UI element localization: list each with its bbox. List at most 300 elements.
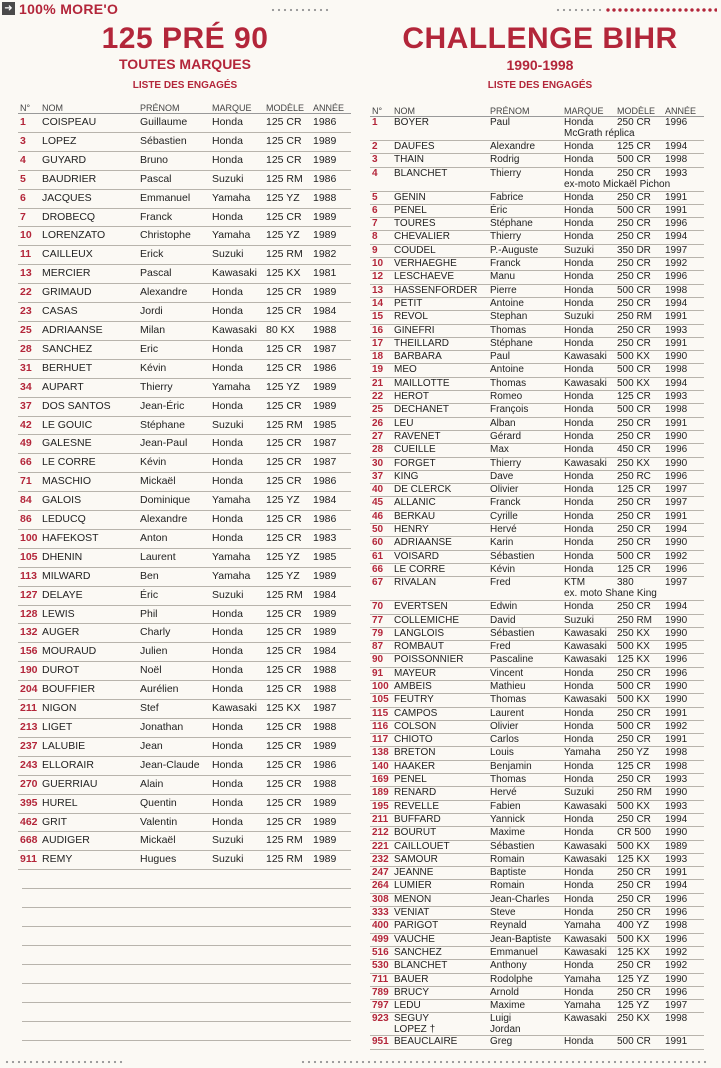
- entry-number: 243: [18, 756, 40, 775]
- entry-number: 911: [18, 851, 40, 870]
- last-name: DAUFES: [392, 141, 488, 154]
- last-name: ELLORAIR: [40, 756, 138, 775]
- brand: Honda: [210, 605, 264, 624]
- model: 380: [615, 577, 663, 601]
- year: 1981: [311, 265, 351, 284]
- brand: Kawasaki: [562, 933, 615, 946]
- entry-number: 31: [18, 359, 40, 378]
- entry-number: 3: [370, 154, 392, 167]
- table-row: [370, 760, 704, 773]
- entry-number: 499: [370, 933, 392, 946]
- brand: Honda: [210, 643, 264, 662]
- year: 1994: [663, 377, 704, 390]
- table-row: [370, 284, 704, 297]
- entry-number: 91: [370, 667, 392, 680]
- year: 1996: [663, 667, 704, 680]
- first-name: Eric: [138, 340, 210, 359]
- table-row: [370, 563, 704, 576]
- last-name: MAILLOTTE: [392, 377, 488, 390]
- model: 250 CR: [615, 258, 663, 271]
- table-row: [370, 800, 704, 813]
- first-name: Pierre: [488, 284, 562, 297]
- first-name: Stéphane: [138, 416, 210, 435]
- year: 1989: [311, 624, 351, 643]
- last-name: GUERRIAU: [40, 775, 138, 794]
- entry-number: 516: [370, 946, 392, 959]
- first-name: Romeo: [488, 391, 562, 404]
- brand: Honda: [562, 204, 615, 217]
- model: 125 YZ: [615, 1000, 663, 1013]
- table-row: [370, 167, 704, 191]
- model: 250 CR: [615, 117, 663, 141]
- empty-line: [22, 1021, 351, 1022]
- last-name: MERCIER: [40, 265, 138, 284]
- year: 1989: [311, 378, 351, 397]
- table-row: [370, 601, 704, 614]
- entry-number: 105: [370, 694, 392, 707]
- first-name: Laurent: [488, 707, 562, 720]
- model: 125 CR: [264, 132, 311, 151]
- last-name: AMBEIS: [392, 680, 488, 693]
- year: 1986: [311, 473, 351, 492]
- column-header: MODÈLE: [615, 106, 663, 117]
- brand: Honda ex-moto Mickaël Pichon: [564, 167, 671, 190]
- table-row: [370, 680, 704, 693]
- last-name: LEDU: [392, 1000, 488, 1013]
- first-name: Milan: [138, 321, 210, 340]
- year: 1987: [311, 340, 351, 359]
- entry-number: 116: [370, 720, 392, 733]
- last-name: CUEILLE: [392, 444, 488, 457]
- year: 1990: [663, 787, 704, 800]
- year: 1990: [663, 430, 704, 443]
- brand: Honda: [210, 662, 264, 681]
- model: 250 CR: [615, 986, 663, 999]
- year: 1987: [311, 454, 351, 473]
- entry-number: 211: [18, 700, 40, 719]
- first-name: Fred: [488, 577, 562, 601]
- year: 1996: [663, 117, 704, 141]
- column-header: MODÈLE: [264, 103, 311, 114]
- last-name: ALLANIC: [392, 497, 488, 510]
- entry-number: 22: [370, 391, 392, 404]
- year: 1987: [311, 700, 351, 719]
- brand: Honda: [210, 775, 264, 794]
- brand: Honda: [562, 324, 615, 337]
- last-name: SANCHEZ: [40, 340, 138, 359]
- last-name: BOYER: [392, 117, 488, 141]
- table-row: [370, 364, 704, 377]
- entry-number: 1: [370, 117, 392, 141]
- first-name: Thierry: [488, 231, 562, 244]
- brand: Honda: [562, 391, 615, 404]
- model: 250 KX: [615, 1013, 663, 1036]
- last-name: EVERTSEN: [392, 601, 488, 614]
- entry-number: 70: [370, 601, 392, 614]
- column-header: PRÉNOM: [138, 103, 210, 114]
- last-name: CHIOTO: [392, 734, 488, 747]
- brand: Honda: [562, 191, 615, 204]
- last-name: HENRY: [392, 524, 488, 537]
- table-row: [18, 586, 351, 605]
- model: 125 CR: [264, 359, 311, 378]
- entry-number: 270: [18, 775, 40, 794]
- brand: Honda: [210, 756, 264, 775]
- last-name: LALUBIE: [40, 737, 138, 756]
- last-name: BRETON: [392, 747, 488, 760]
- first-name: Jean-Paul: [138, 435, 210, 454]
- model: 125 KX: [264, 265, 311, 284]
- table-row: [18, 511, 351, 530]
- year: 1987: [311, 435, 351, 454]
- model: 250 CR: [615, 707, 663, 720]
- first-name: Greg: [488, 1036, 562, 1049]
- year: 1998: [663, 1013, 704, 1036]
- last-name: HASSENFORDER: [392, 284, 488, 297]
- left-title: 125 PRÉ 90: [101, 22, 269, 55]
- first-name: Max: [488, 444, 562, 457]
- brand: Honda: [562, 960, 615, 973]
- year: 1986: [311, 359, 351, 378]
- brand: Yamaha: [562, 747, 615, 760]
- first-name: Thierry: [488, 457, 562, 470]
- entry-number: 2: [370, 141, 392, 154]
- brand: Honda: [562, 707, 615, 720]
- last-name: MENON: [392, 893, 488, 906]
- column-header: MARQUE: [210, 103, 264, 114]
- model: 250 CR: [615, 734, 663, 747]
- year: 1991: [663, 867, 704, 880]
- year: 1997: [663, 244, 704, 257]
- year: 1990: [663, 614, 704, 627]
- year: 1993: [663, 774, 704, 787]
- dot-divider: [300, 1060, 710, 1064]
- first-name: Éric: [138, 586, 210, 605]
- brand: Suzuki: [210, 586, 264, 605]
- year: 1988: [311, 775, 351, 794]
- table-row: [18, 624, 351, 643]
- last-name: LE GOUIC: [40, 416, 138, 435]
- right-subtitle: 1990-1998: [506, 57, 574, 73]
- model: 125 CR: [264, 435, 311, 454]
- table-row: [18, 473, 351, 492]
- year: 1989: [311, 794, 351, 813]
- first-name: Christophe: [138, 227, 210, 246]
- table-row: [370, 1036, 704, 1049]
- model: 125 CR: [264, 529, 311, 548]
- year: 1982: [311, 246, 351, 265]
- table-row: [370, 457, 704, 470]
- brand: Suzuki: [562, 311, 615, 324]
- first-name: Pascal: [138, 170, 210, 189]
- model: 125 CR: [615, 484, 663, 497]
- model: 125 CR: [264, 681, 311, 700]
- table-row: [370, 1013, 704, 1036]
- first-name: Thierry: [488, 167, 562, 191]
- last-name: PARIGOT: [392, 920, 488, 933]
- model: 250 CR: [615, 601, 663, 614]
- note: McGrath réplica: [564, 128, 635, 139]
- first-name: Valentin: [138, 813, 210, 832]
- entry-number: 90: [370, 654, 392, 667]
- year: 1996: [663, 907, 704, 920]
- column-header: NOM: [40, 103, 138, 114]
- year: 1990: [663, 351, 704, 364]
- section-label: 100% MORE'O: [19, 1, 119, 17]
- first-name: David: [488, 614, 562, 627]
- bottom-bar: [0, 1054, 721, 1068]
- brand: Honda: [562, 680, 615, 693]
- last-name: HEROT: [392, 391, 488, 404]
- table-row: [370, 577, 704, 601]
- model: 125 RM: [264, 832, 311, 851]
- empty-line: [22, 1040, 351, 1041]
- first-name: Carlos: [488, 734, 562, 747]
- last-name: LANGLOIS: [392, 627, 488, 640]
- empty-line: [22, 926, 351, 927]
- first-name: Vincent: [488, 667, 562, 680]
- table-row: [18, 265, 351, 284]
- year: 1996: [663, 271, 704, 284]
- brand: Honda: [562, 550, 615, 563]
- last-name: LORENZATO: [40, 227, 138, 246]
- last-name: LIGET: [40, 719, 138, 738]
- brand: Yamaha: [562, 973, 615, 986]
- first-name: Manu: [488, 271, 562, 284]
- table-row: [18, 605, 351, 624]
- brand: Kawasaki: [210, 700, 264, 719]
- model: 125 CR: [264, 397, 311, 416]
- first-name: François: [488, 404, 562, 417]
- entry-number: 100: [370, 680, 392, 693]
- entry-number: 37: [370, 470, 392, 483]
- table-header-row: [18, 103, 351, 114]
- first-name: Hugues: [138, 851, 210, 870]
- last-name: THEILLARD: [392, 337, 488, 350]
- first-name: Gérard: [488, 430, 562, 443]
- brand: Honda: [210, 303, 264, 322]
- first-name: Rodrig: [488, 154, 562, 167]
- first-name: Ben: [138, 567, 210, 586]
- table-row: [18, 756, 351, 775]
- last-name: DROBECQ: [40, 208, 138, 227]
- entry-number: 45: [370, 497, 392, 510]
- entry-number: 400: [370, 920, 392, 933]
- brand: Honda: [210, 737, 264, 756]
- model: 250 CR: [615, 537, 663, 550]
- year: 1995: [663, 641, 704, 654]
- entry-number: 4: [18, 151, 40, 170]
- table-row: [370, 747, 704, 760]
- year: 1990: [663, 827, 704, 840]
- first-name: Stef: [138, 700, 210, 719]
- last-name: MASCHIO: [40, 473, 138, 492]
- model: 125 CR: [264, 643, 311, 662]
- table-row: [370, 986, 704, 999]
- last-name: GINEFRI: [392, 324, 488, 337]
- model: 250 RM: [615, 311, 663, 324]
- year: 1996: [663, 933, 704, 946]
- table-row: [370, 813, 704, 826]
- first-name: Fabrice: [488, 191, 562, 204]
- year: 1988: [311, 719, 351, 738]
- last-name: REVELLE: [392, 800, 488, 813]
- table-row: [18, 284, 351, 303]
- first-name: Olivier: [488, 720, 562, 733]
- model: 250 KX: [615, 627, 663, 640]
- brand: Kawasaki: [210, 321, 264, 340]
- last-name: HAFEKOST: [40, 529, 138, 548]
- model: 125 YZ: [264, 492, 311, 511]
- entry-number: 213: [18, 719, 40, 738]
- last-name: JACQUES: [40, 189, 138, 208]
- last-name: BUFFARD: [392, 813, 488, 826]
- last-name: COLLEMICHE: [392, 614, 488, 627]
- year: 1994: [663, 141, 704, 154]
- note: ex. moto Shane King: [564, 588, 657, 600]
- brand: Honda: [562, 497, 615, 510]
- dot-divider: [555, 8, 605, 12]
- table-row: [370, 550, 704, 563]
- entry-number: 117: [370, 734, 392, 747]
- first-name: Emmanuel: [138, 189, 210, 208]
- last-name: FEUTRY: [392, 694, 488, 707]
- table-row: [370, 654, 704, 667]
- table-row: [18, 813, 351, 832]
- table-row: [370, 893, 704, 906]
- brand: Yamaha: [210, 492, 264, 511]
- entry-number: 22: [18, 284, 40, 303]
- table-row: [18, 737, 351, 756]
- last-name: BAUER: [392, 973, 488, 986]
- last-name: GUYARD: [40, 151, 138, 170]
- table-row: [370, 537, 704, 550]
- table-row: [370, 694, 704, 707]
- model: 125 YZ: [264, 227, 311, 246]
- dot-divider-red: [605, 8, 717, 12]
- model: 250 CR: [615, 867, 663, 880]
- column-header: N°: [18, 103, 40, 114]
- entry-number: 13: [18, 265, 40, 284]
- brand: Honda: [210, 719, 264, 738]
- table-row: [18, 454, 351, 473]
- brand: Honda: [562, 154, 615, 167]
- table-row: [18, 643, 351, 662]
- year: 1996: [663, 986, 704, 999]
- first-name: Jordi: [138, 303, 210, 322]
- first-name: Alexandre: [488, 141, 562, 154]
- model: 350 DR: [615, 244, 663, 257]
- entry-number: 67: [370, 577, 392, 601]
- last-name: GALOIS: [40, 492, 138, 511]
- entry-number: 190: [18, 662, 40, 681]
- year: 1989: [311, 567, 351, 586]
- brand: Kawasaki: [562, 641, 615, 654]
- table-row: [370, 627, 704, 640]
- year: 1998: [663, 154, 704, 167]
- first-name: Yannick: [488, 813, 562, 826]
- brand: Kawasaki: [562, 853, 615, 866]
- last-name: MEO: [392, 364, 488, 377]
- last-name: SAMOUR: [392, 853, 488, 866]
- first-name: Louis: [488, 747, 562, 760]
- last-name: VERHAEGHE: [392, 258, 488, 271]
- empty-line: [22, 945, 351, 946]
- last-name: DE CLERCK: [392, 484, 488, 497]
- note: ex-moto Mickaël Pichon: [564, 178, 671, 190]
- model: 125 KX: [615, 654, 663, 667]
- last-name: LEWIS: [40, 605, 138, 624]
- first-name: Mickaël: [138, 473, 210, 492]
- entry-number: 5: [370, 191, 392, 204]
- year: 1991: [663, 311, 704, 324]
- brand: Kawasaki: [562, 377, 615, 390]
- last-name: PENEL: [392, 774, 488, 787]
- first-name: Mathieu: [488, 680, 562, 693]
- brand: Suzuki: [210, 170, 264, 189]
- table-row: [370, 524, 704, 537]
- table-row: [370, 154, 704, 167]
- year: 1994: [663, 231, 704, 244]
- entry-number: 100: [18, 529, 40, 548]
- first-name: Antoine: [488, 297, 562, 310]
- last-name: MAYEUR: [392, 667, 488, 680]
- year: 1990: [663, 694, 704, 707]
- brand: Honda: [562, 880, 615, 893]
- model: 250 RM: [615, 787, 663, 800]
- entry-number: 6: [18, 189, 40, 208]
- entry-number: 212: [370, 827, 392, 840]
- last-name: LEDUCQ: [40, 511, 138, 530]
- model: 250 CR: [615, 271, 663, 284]
- model: 250 CR: [615, 813, 663, 826]
- empty-line: [22, 888, 351, 889]
- last-name: BOURUT: [392, 827, 488, 840]
- entry-number: 113: [18, 567, 40, 586]
- brand: Honda: [210, 454, 264, 473]
- last-name: TOURES: [392, 218, 488, 231]
- brand: Honda: [562, 258, 615, 271]
- year: 1996: [663, 470, 704, 483]
- year: 1984: [311, 303, 351, 322]
- brand: Honda: [562, 986, 615, 999]
- last-name: LE CORRE: [392, 563, 488, 576]
- entry-number: 247: [370, 867, 392, 880]
- empty-line: [22, 1002, 351, 1003]
- brand: Honda: [210, 473, 264, 492]
- model: 125 RM: [264, 170, 311, 189]
- first-name: P.-Auguste: [488, 244, 562, 257]
- first-name: Sébastien: [488, 550, 562, 563]
- model: 500 CR: [615, 364, 663, 377]
- entry-number: 221: [370, 840, 392, 853]
- model: 125 CR: [264, 284, 311, 303]
- year: 1996: [663, 218, 704, 231]
- brand: Honda McGrath réplica: [564, 117, 635, 139]
- first-name: Jean-Baptiste: [488, 933, 562, 946]
- model: 500 KX: [615, 377, 663, 390]
- first-name: Paul: [488, 117, 562, 141]
- model: 250 CR: [615, 893, 663, 906]
- last-name: THAIN: [392, 154, 488, 167]
- first-name: Hervé: [488, 524, 562, 537]
- model: 125 CR: [264, 208, 311, 227]
- brand: Suzuki: [562, 244, 615, 257]
- first-name: Sébastien: [488, 627, 562, 640]
- entry-number: 87: [370, 641, 392, 654]
- brand: Suzuki: [210, 246, 264, 265]
- table-row: [18, 227, 351, 246]
